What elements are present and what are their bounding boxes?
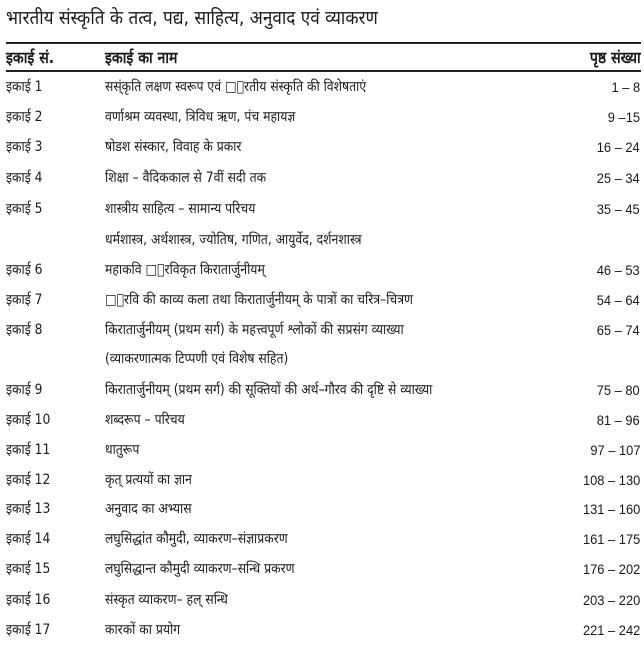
- unit-name: धर्मशास्त्र, अर्थशास्त्र, ज्योतिष, गणित, आयुर्वेद, दर्शनशास्त्र: [105, 232, 362, 248]
- table-row: [6, 557, 640, 581]
- unit-name: महाकवि □ारविकृत किरातार्जुनीयम्: [105, 262, 265, 278]
- unit-name: सस्ंकृति लक्षण स्वरूप एवं □ारतीय संस्कृति की विशेषताएं: [105, 79, 367, 95]
- unit-number: इकाई 3: [6, 139, 43, 155]
- page-range: 108 – 130: [582, 472, 640, 488]
- unit-number: इकाई 6: [6, 262, 43, 278]
- table-row: [6, 438, 640, 462]
- unit-name: (व्याकरणात्मक टिप्पणी एवं विशेष सहित): [105, 351, 289, 367]
- unit-name: किरातार्जुनीयम् (प्रथम सर्ग) के महत्त्वपूर्ण श्लोकों की सप्रसंग व्याख्या: [105, 322, 404, 338]
- table-row-continuation: [6, 347, 640, 371]
- page-range: 75 – 80: [597, 382, 640, 398]
- table-row: [6, 288, 640, 312]
- table-row: [6, 378, 640, 402]
- unit-name: लघुसिद्धांत कौमुदी, व्याकरण–संज्ञाप्रकरण: [105, 531, 288, 547]
- unit-name: लघुसिद्धान्त कौमुदी व्याकरण–सन्धि प्रकरण: [105, 561, 295, 577]
- page-range: 97 – 107: [589, 442, 640, 458]
- unit-number: इकाई 16: [6, 592, 51, 608]
- page-range: 35 – 45: [597, 201, 640, 217]
- unit-number: इकाई 17: [6, 622, 51, 638]
- table-row: [6, 135, 640, 159]
- unit-name: शास्त्रीय साहित्य – सामान्य परिचय: [105, 201, 256, 217]
- table-row: [6, 105, 640, 129]
- unit-number: इकाई 10: [6, 412, 51, 428]
- page-range: 9 –15: [607, 109, 640, 125]
- unit-number: इकाई 12: [6, 472, 51, 488]
- unit-name: वर्णाश्रम व्यवस्था, त्रिविध ऋण, पंच महायज्ञ: [105, 109, 296, 125]
- unit-name: संस्कृत व्याकरण– हल् सन्धि: [105, 592, 228, 608]
- unit-number: इकाई 1: [6, 79, 43, 95]
- table-row: [6, 527, 640, 551]
- unit-number: इकाई 14: [6, 531, 51, 547]
- unit-name: षोडश संस्कार, विवाह के प्रकार: [105, 139, 242, 155]
- unit-number: इकाई 5: [6, 201, 43, 217]
- table-row: [6, 75, 640, 99]
- unit-number: इकाई 2: [6, 109, 43, 125]
- unit-number: इकाई 7: [6, 292, 43, 308]
- page-range: 65 – 74: [597, 322, 640, 338]
- page-range: 1 – 8: [611, 79, 640, 95]
- page-range: 25 – 34: [597, 170, 640, 186]
- page-range: 131 – 160: [582, 501, 640, 517]
- table-row: [6, 618, 640, 642]
- unit-name: □ारवि की काव्य कला तथा किरातार्जुनीयम् के पात्रों का चरित्र–चित्रण: [105, 292, 413, 308]
- table-row: [6, 408, 640, 432]
- unit-number: इकाई 4: [6, 170, 43, 186]
- table-header: [6, 44, 641, 70]
- table-row: [6, 468, 640, 492]
- page-range: 161 – 175: [582, 531, 640, 547]
- table-row: [6, 166, 640, 190]
- unit-number: इकाई 13: [6, 501, 51, 517]
- table-row: [6, 318, 640, 342]
- page-range: 176 – 202: [582, 561, 640, 577]
- page-range: 46 – 53: [597, 262, 640, 278]
- page-title: भारतीय संस्कृति के तत्व, पद्य, साहित्य, अनुवाद एवं व्याकरण: [6, 7, 378, 29]
- unit-name: धातुरूप: [105, 442, 140, 458]
- table-row-continuation: [6, 228, 640, 252]
- unit-number: इकाई 15: [6, 561, 51, 577]
- table-row: [6, 497, 640, 521]
- table-row: [6, 258, 640, 282]
- column-header-unit-no: इकाई सं.: [6, 48, 55, 67]
- page-range: 16 – 24: [597, 139, 640, 155]
- unit-name: कारकों का प्रयोग: [105, 622, 181, 638]
- unit-number: इकाई 11: [6, 442, 51, 458]
- page-range: 221 – 242: [582, 622, 640, 638]
- column-header-unit-name: इकाई का नाम: [105, 48, 178, 67]
- unit-name: शब्दरूप – परिचय: [105, 412, 185, 428]
- page-range: 54 – 64: [597, 292, 640, 308]
- unit-number: इकाई 9: [6, 382, 43, 398]
- table-row: [6, 588, 640, 612]
- unit-number: इकाई 8: [6, 322, 43, 338]
- column-header-page-no: पृष्ठ संख्या: [590, 48, 641, 67]
- table-row: [6, 197, 640, 221]
- page-range: 81 – 96: [597, 412, 640, 428]
- unit-name: अनुवाद का अभ्यास: [105, 501, 192, 517]
- page-range: 203 – 220: [582, 592, 640, 608]
- header-bottom-rule: [6, 70, 641, 72]
- unit-name: किरातार्जुनीयम् (प्रथम सर्ग) की सूक्तियों की अर्थ–गौरव की दृष्टि से व्याख्या: [105, 382, 433, 398]
- unit-name: कृत् प्रत्ययों का ज्ञान: [105, 472, 192, 488]
- unit-name: शिक्षा – वैदिककाल से 7वीं सदी तक: [105, 170, 267, 186]
